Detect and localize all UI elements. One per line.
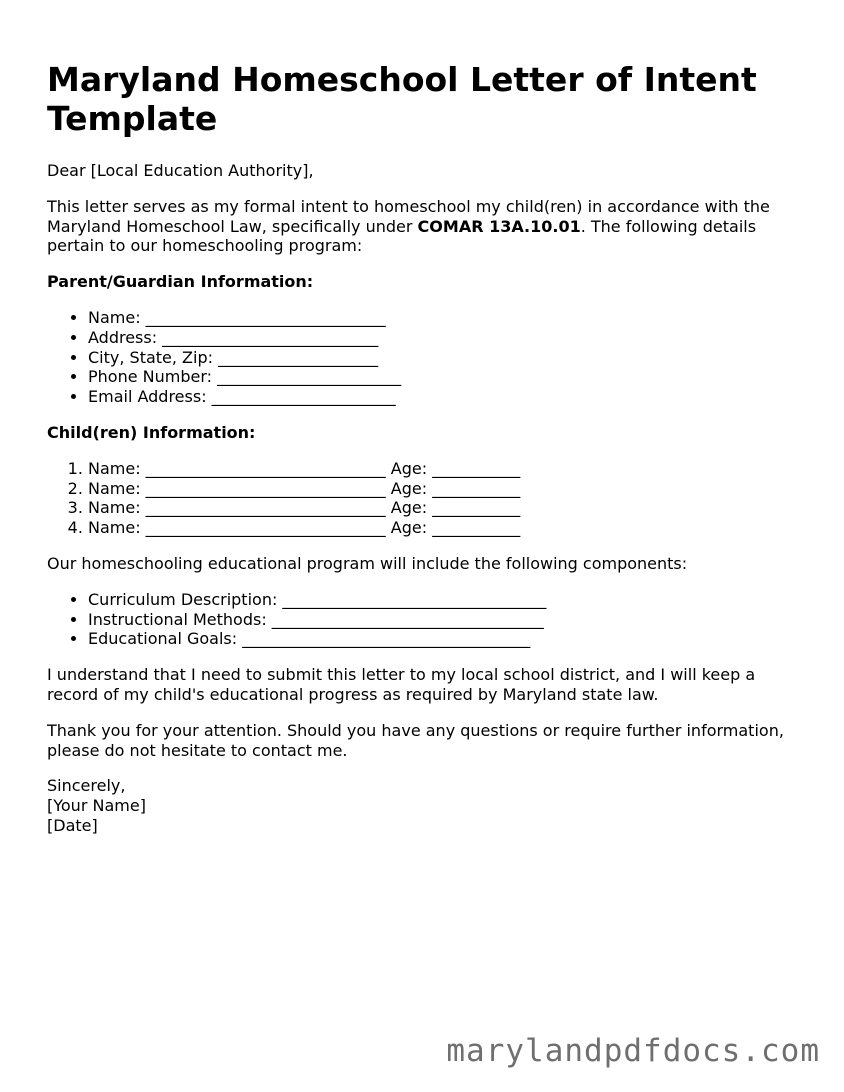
parent-section-heading: Parent/Guardian Information: [47,272,314,292]
program-components-list [47,590,807,649]
thanks-paragraph: Thank you for your attention. Should you have any questions or require further information, please do not hesitate to contact me. [47,720,784,760]
closing-block [47,776,807,835]
parent-info-list [47,308,807,407]
closing-your-name: [Your Name] [47,796,146,816]
parent-email-field: • Email Address: _______________________ [88,387,807,407]
intro-text-before: This letter serves as my formal intent to homeschool my child(ren) in accordance with the Maryland Homeschool Law, specifically under [47,196,770,236]
child-entry-3: 3. Name: ______________________________ Age: ___________ [88,498,807,518]
letter-document [47,60,807,836]
comar-reference: COMAR 13A.10.01 [417,216,581,236]
child-entry-2: 2. Name: ______________________________ Age: ___________ [88,479,807,499]
closing-date: [Date] [47,815,98,835]
educational-goals-field: • Educational Goals: ____________________________________ [88,629,807,649]
children-info-list [47,459,807,538]
understanding-paragraph: I understand that I need to submit this letter to my local school district, and I will keep a record of my child's educational progress as required by Maryland state law. [47,665,756,704]
children-section-heading: Child(ren) Information: [47,422,256,442]
parent-name-field: • Name: ______________________________ [88,308,807,328]
curriculum-description-field: • Curriculum Description: _________________________________ [88,590,807,610]
parent-city-state-zip-field: • City, State, Zip: ____________________ [88,348,807,368]
parent-address-field: • Address: ___________________________ [88,328,807,348]
page-title: Maryland Homeschool Letter of Intent Template [47,60,757,138]
instructional-methods-field: • Instructional Methods: __________________________________ [88,610,807,630]
salutation: Dear [Local Education Authority], [47,161,314,180]
child-entry-1: 1. Name: ______________________________ Age: ___________ [88,459,807,479]
program-intro: Our homeschooling educational program will include the following components: [47,553,688,573]
child-entry-4: 4. Name: ______________________________ Age: ___________ [88,518,807,538]
site-watermark: marylandpdfdocs.com [446,1033,820,1069]
intro-paragraph [47,197,807,256]
parent-phone-field: • Phone Number: _______________________ [88,367,807,387]
intro-text-after: . The following details pertain to our homeschooling program: [47,216,757,256]
closing-sincerely: Sincerely, [47,776,126,796]
